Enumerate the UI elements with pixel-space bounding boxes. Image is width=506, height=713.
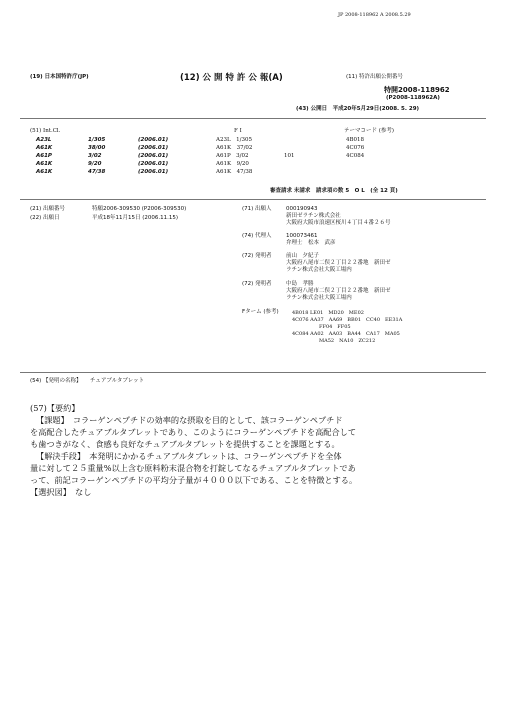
publication-date: (43) 公開日 平成20年5月29日(2008. 5. 29) [296,106,420,112]
agent-line: 弁理士 松本 武彦 [286,240,336,246]
inventor-lines [286,253,391,274]
agent-label: (74) 代理人 [242,233,272,239]
ipc-code: A61K [36,169,53,175]
abstract-line: 【課題】 コラーゲンペプチドの効率的な摂取を目的として、該コラーゲンペプチド [36,415,343,425]
ipc-subclass: 38/00 [88,145,106,151]
filing-date-label: (22) 出願日 [30,215,60,221]
inventor-label: (72) 発明者 [242,253,272,259]
classification-row [20,169,486,176]
abstract-body [30,414,482,498]
ipc-subclass: 47/38 [88,169,106,175]
office-label: (19) 日本国特許庁(JP) [30,74,89,80]
abstract-line: も歯つきがなく、食感も良好なチュアブルタブレットを提供することを課題とする。 [30,439,340,449]
fi-code: A61K 47/38 [216,169,253,175]
applicant-line: 000190943 [286,206,318,212]
ipc-version: (2006.01) [138,161,169,167]
document-type: (12) 公 開 特 許 公 報(A) [180,73,283,83]
abstract-line: 量に対して２５重量%以上含む原料粉末混合物を打錠してなるチュアブルタブレットであ [30,463,356,473]
fi-code: A61P 3/02 [216,153,249,159]
f-term-line: 4C076 AA37 AA69 BB01 CC40 EE31A [292,317,403,323]
applicant-line: 新田ゼラチン株式会社 [286,213,341,219]
theme-code-label: テーマコード (参考) [344,128,395,134]
ipc-version: (2006.01) [138,169,169,175]
invention-title: チュアブルタブレット [90,378,145,384]
abstract-line: 【選択図】 なし [30,487,92,497]
fi-code: A61K 9/20 [216,161,249,167]
f-term-line: 4C084 AA02 AA03 BA44 CA17 MA05 [292,331,400,337]
inventor-line: ラチン株式会社大阪工場内 [286,295,352,301]
inventor-line: 大阪府八尾市二俣２丁目２２番地 新田ゼ [286,260,391,266]
ipc-code: A61P [36,153,52,159]
agent-line: 100073461 [286,233,318,239]
f-term-label: Fターム (参考) [242,309,279,315]
publication-number-alt: (P2008-118962A) [386,95,440,101]
rule-title [20,372,486,373]
ipc-code: A23L [36,137,52,143]
fi-code: A23L 1/305 [216,137,252,143]
f-term-line: FF04 FF05 [319,324,351,330]
invention-title-label: (54) 【発明の名称】 [30,378,82,384]
ipc-version: (2006.01) [138,137,169,143]
inventor-line: 中島 孝勝 [286,281,314,287]
f-term-line: MA52 NA10 ZC212 [319,338,376,344]
application-number: 特願2006-309530 (P2006-309530) [92,206,187,212]
ipc-subclass: 9/20 [88,161,102,167]
rule-top [20,118,486,119]
inventor-lines [286,281,391,302]
inventor-line: 前山 夕紀子 [286,253,320,259]
inventor-line: 大阪府八尾市二俣２丁目２２番地 新田ゼ [286,288,391,294]
f-term-lines [286,310,402,345]
fi-label: F I [234,128,242,134]
ipc-code: A61K [36,161,53,167]
publication-number: 特開2008-118962 [384,86,450,94]
ipc-subclass: 1/305 [88,137,106,143]
classification-row [20,145,486,152]
classification-row [20,161,486,168]
fi-extra: 101 [284,153,295,159]
ipc-version: (2006.01) [138,153,169,159]
ipc-subclass: 3/02 [88,153,102,159]
pub-no-label: (11) 特許出願公開番号 [346,74,404,80]
application-number-label: (21) 出願番号 [30,206,66,212]
applicant-label: (71) 出願人 [242,206,272,212]
classification-table [20,137,486,177]
applicant-lines [286,206,391,227]
applicant-line: 大阪府大阪市浪速区桜川４丁目４番２６号 [286,220,391,226]
rule-mid [20,199,486,200]
abstract-line: を高配合したチュアブルタブレットであり、このようにコラーゲンペプチドを高配合して [30,427,357,437]
abstract-heading: (57)【要約】 [30,403,80,413]
inventor-label: (72) 発明者 [242,281,272,287]
ipc-version: (2006.01) [138,145,169,151]
ipc-code: A61K [36,145,53,151]
examination-status: 審査請求 未請求 請求項の数 5 O L (全 12 頁) [270,188,398,194]
classification-row [20,153,486,160]
abstract-line: 【解決手段】 本発明にかかるチュアブルタブレットは、コラーゲンペプチドを全体 [36,451,342,461]
theme-code: 4B018 [346,137,365,143]
fi-code: A61K 37/02 [216,145,253,151]
theme-code: 4C076 [346,145,365,151]
inventor-line: ラチン株式会社大阪工場内 [286,267,352,273]
abstract-line: って、前記コラーゲンペプチドの平均分子量が４０００以下である、ことを特徴とする。 [30,475,358,485]
f-term-line: 4B018 LE01 MD20 ME02 [292,310,364,316]
agent-lines [286,233,336,247]
filing-date: 平成18年11月15日 (2006.11.15) [92,215,179,221]
classification-row [20,137,486,144]
page-header-ref: JP 2008-118962 A 2008.5.29 [338,12,411,18]
int-cl-label: (51) Int.Cl. [30,128,61,134]
theme-code: 4C084 [346,153,365,159]
